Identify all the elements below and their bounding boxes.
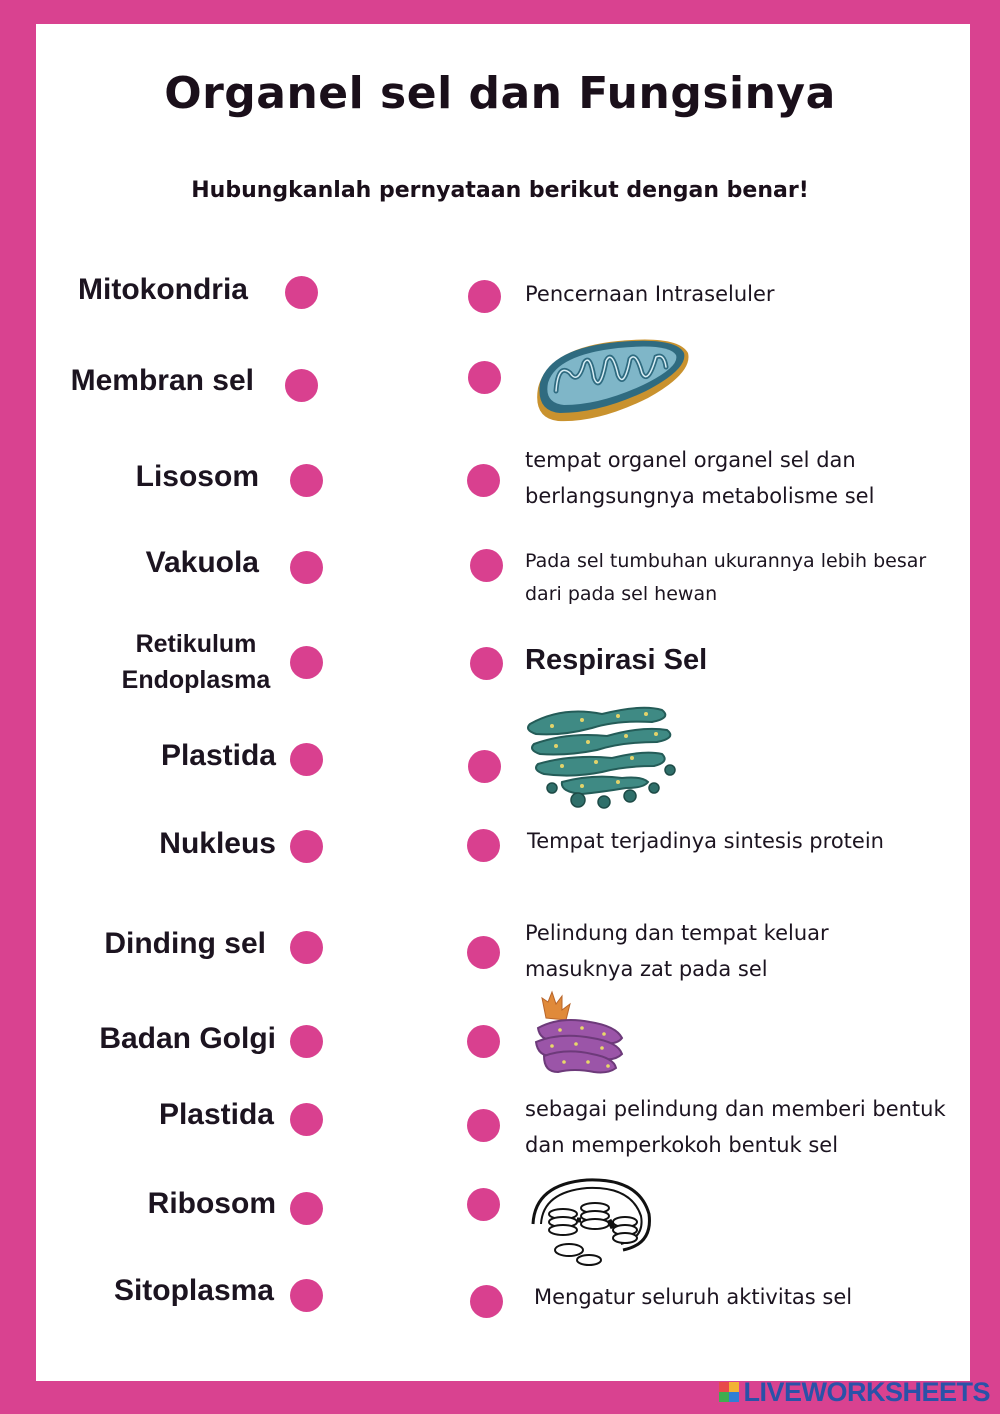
left-item-badan-golgi: Badan Golgi	[99, 1022, 276, 1055]
right-item-line: masuknya zat pada sel	[525, 957, 768, 981]
left-item-endoplasma: Endoplasma	[121, 666, 271, 694]
left-dot-6[interactable]	[290, 743, 323, 776]
right-item-line: dan memperkokoh bentuk sel	[525, 1133, 839, 1157]
right-item-sintesis-protein: Tempat terjadinya sintesis protein	[527, 829, 884, 853]
left-item-dinding-sel: Dinding sel	[104, 927, 266, 960]
right-dot-1[interactable]	[468, 280, 501, 313]
right-dot-11[interactable]	[467, 1188, 500, 1221]
left-item-plastida: Plastida	[160, 739, 276, 772]
right-dot-7[interactable]	[467, 829, 500, 862]
left-dot-11[interactable]	[290, 1192, 323, 1225]
right-item-dinding-desc	[525, 1091, 946, 1163]
left-item-plastida-2: Plastida	[158, 1098, 274, 1131]
right-item-mengatur: Mengatur seluruh aktivitas sel	[534, 1285, 853, 1309]
left-item-mitokondria: Mitokondria	[78, 273, 248, 306]
right-item-pencernaan: Pencernaan Intraseluler	[525, 282, 775, 306]
right-dot-2[interactable]	[468, 361, 501, 394]
instruction-text: Hubungkanlah pernyataan berikut dengan benar!	[191, 178, 809, 203]
right-item-respirasi: Respirasi Sel	[525, 644, 708, 676]
worksheet-sheet	[36, 24, 970, 1381]
left-dot-10[interactable]	[290, 1103, 323, 1136]
left-item-membran-sel: Membran sel	[70, 364, 254, 397]
mitochondria-image	[528, 333, 694, 425]
left-dot-5[interactable]	[290, 646, 323, 679]
right-item-line: tempat organel organel sel dan	[525, 448, 856, 472]
right-item-line: Pada sel tumbuhan ukurannya lebih besar	[525, 550, 927, 572]
left-item-ribosom: Ribosom	[147, 1187, 276, 1220]
right-item-line: dari pada sel hewan	[525, 583, 718, 605]
left-dot-4[interactable]	[290, 551, 323, 584]
left-dot-12[interactable]	[290, 1279, 323, 1312]
liveworksheets-logo-icon	[719, 1382, 739, 1402]
left-item-sitoplasma: Sitoplasma	[113, 1274, 274, 1307]
right-dot-6[interactable]	[468, 750, 501, 783]
left-item-retikulum: Retikulum	[135, 630, 257, 658]
right-dot-8[interactable]	[467, 936, 500, 969]
left-dot-1[interactable]	[285, 276, 318, 309]
left-item-vakuola: Vakuola	[145, 546, 259, 579]
left-dot-2[interactable]	[285, 369, 318, 402]
left-dot-9[interactable]	[290, 1025, 323, 1058]
right-dot-9[interactable]	[467, 1025, 500, 1058]
endoplasmic-reticulum-image	[522, 696, 684, 811]
left-item-nukleus: Nukleus	[159, 827, 276, 860]
right-item-line: berlangsungnya metabolisme sel	[525, 484, 875, 508]
right-item-line: Pelindung dan tempat keluar	[525, 921, 829, 945]
left-dot-8[interactable]	[290, 931, 323, 964]
chloroplast-outline-image	[527, 1174, 655, 1272]
liveworksheets-brand	[719, 1376, 990, 1408]
right-item-pelindung	[525, 915, 829, 987]
right-dot-3[interactable]	[467, 464, 500, 497]
left-item-lisosom: Lisosom	[135, 460, 259, 493]
right-dot-12[interactable]	[470, 1285, 503, 1318]
right-dot-5[interactable]	[470, 647, 503, 680]
page-title: Organel sel dan Fungsinya	[164, 68, 836, 119]
right-dot-10[interactable]	[467, 1109, 500, 1142]
right-item-tempat-organel	[525, 442, 874, 514]
left-item-retikulum-endoplasma	[108, 626, 284, 698]
right-item-vakuola-desc	[525, 545, 926, 611]
left-dot-7[interactable]	[290, 830, 323, 863]
brand-text: LIVEWORKSHEETS	[743, 1376, 990, 1407]
golgi-body-image	[530, 988, 626, 1076]
right-item-line: sebagai pelindung dan memberi bentuk	[525, 1097, 946, 1121]
left-dot-3[interactable]	[290, 464, 323, 497]
right-dot-4[interactable]	[470, 549, 503, 582]
